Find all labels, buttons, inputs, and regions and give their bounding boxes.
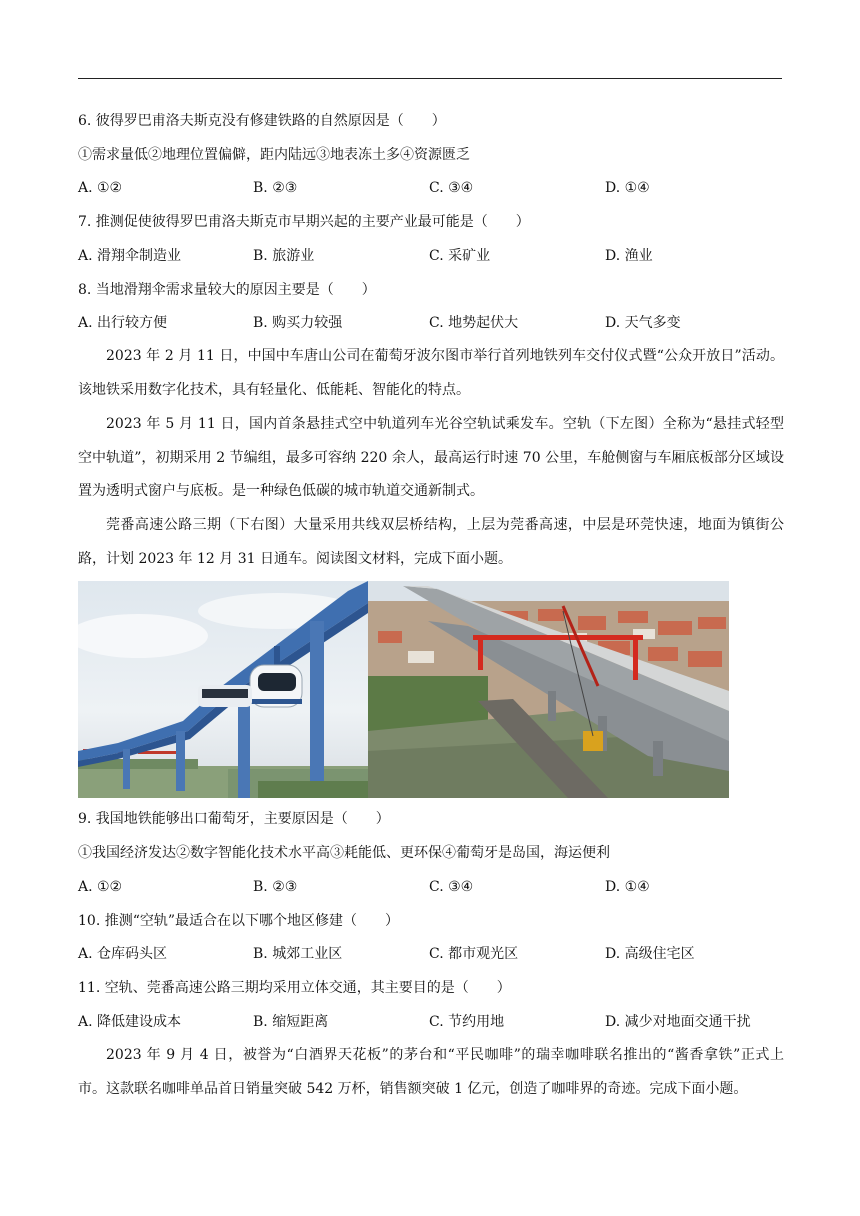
option-b[interactable]: B. 旅游业 [253, 248, 315, 264]
question-7-stem: 7. 推测促使彼得罗巴甫洛夫斯克市早期兴起的主要产业最可能是（ ） [78, 214, 530, 230]
question-11-options [78, 1012, 782, 1032]
question-9-options [78, 877, 782, 897]
question-6-statements: ①需求量低②地理位置偏僻，距内陆远③地表冻土多④资源匮乏 [78, 147, 470, 163]
option-b[interactable]: B. ②③ [253, 879, 298, 895]
option-a[interactable]: A. 仓库码头区 [78, 946, 168, 962]
option-c[interactable]: C. ③④ [429, 879, 474, 895]
option-a[interactable]: A. ①② [78, 879, 123, 895]
passage-expressway: 莞番高速公路三期（下右图）大量采用共线双层桥结构，上层为莞番高速，中层是环莞快速，地面为镇街公路，计划 2023 年 12 月 31 日通车。阅读图文材料，完成下面小题。 [78, 517, 784, 567]
option-d[interactable]: D. 减少对地面交通干扰 [605, 1014, 751, 1030]
option-d[interactable]: D. 渔业 [605, 248, 653, 264]
question-9-stem: 9. 我国地铁能够出口葡萄牙，主要原因是（ ） [78, 811, 390, 827]
option-b[interactable]: B. 城郊工业区 [253, 946, 343, 962]
option-d[interactable]: D. 高级住宅区 [605, 946, 695, 962]
question-10-options [78, 944, 782, 964]
expressway-photo [368, 581, 729, 798]
sky-rail-photo [78, 581, 368, 798]
option-a[interactable]: A. 降低建设成本 [78, 1014, 182, 1030]
question-9-statements: ①我国经济发达②数字智能化技术水平高③耗能低、更环保④葡萄牙是岛国，海运便利 [78, 845, 610, 861]
option-d[interactable]: D. ①④ [605, 180, 650, 196]
passage-coffee: 2023 年 9 月 4 日，被誉为“白酒界天花板”的茅台和“平民咖啡”的瑞幸咖啡联名推出的“酱香拿铁”正式上市。这款联名咖啡单品首日销量突破 542 万杯，销售额突破 1 亿元，创造了咖啡界的奇迹。完成下面小题。 [78, 1047, 784, 1097]
option-d[interactable]: D. ①④ [605, 879, 650, 895]
option-d[interactable]: D. 天气多变 [605, 315, 681, 331]
question-6-options [78, 178, 782, 198]
passage-metro-export: 2023 年 2 月 11 日，中国中车唐山公司在葡萄牙波尔图市举行首列地铁列车交付仪式暨“公众开放日”活动。该地铁采用数字化技术，具有轻量化、低能耗、智能化的特点。 [78, 348, 784, 398]
option-a[interactable]: A. ①② [78, 180, 123, 196]
option-a[interactable]: A. 滑翔伞制造业 [78, 248, 182, 264]
question-8-options [78, 313, 782, 333]
question-10-stem: 10. 推测“空轨”最适合在以下哪个地区修建（ ） [78, 913, 400, 929]
option-b[interactable]: B. 购买力较强 [253, 315, 343, 331]
option-c[interactable]: C. ③④ [429, 180, 474, 196]
header-rule [78, 78, 782, 79]
question-7-options [78, 246, 782, 266]
option-b[interactable]: B. ②③ [253, 180, 298, 196]
option-c[interactable]: C. 都市观光区 [429, 946, 519, 962]
option-c[interactable]: C. 节约用地 [429, 1014, 505, 1030]
option-a[interactable]: A. 出行较方便 [78, 315, 168, 331]
question-8-stem: 8. 当地滑翔伞需求量较大的原因主要是（ ） [78, 282, 376, 298]
option-c[interactable]: C. 地势起伏大 [429, 315, 519, 331]
passage-sky-rail: 2023 年 5 月 11 日，国内首条悬挂式空中轨道列车光谷空轨试乘发车。空轨（下左图）全称为“悬挂式轻型空中轨道”，初期采用 2 节编组，最多可容纳 220 余人，最高运行时速 70 公里，车舱侧窗与车厢底板部分区域设置为透明式窗户与底板。是一种绿色低碳的城市轨道交通新制式。 [78, 416, 784, 499]
question-11-stem: 11. 空轨、莞番高速公路三期均采用立体交通，其主要目的是（ ） [78, 980, 511, 996]
option-c[interactable]: C. 采矿业 [429, 248, 491, 264]
question-6-stem: 6. 彼得罗巴甫洛夫斯克没有修建铁路的自然原因是（ ） [78, 113, 446, 129]
option-b[interactable]: B. 缩短距离 [253, 1014, 329, 1030]
